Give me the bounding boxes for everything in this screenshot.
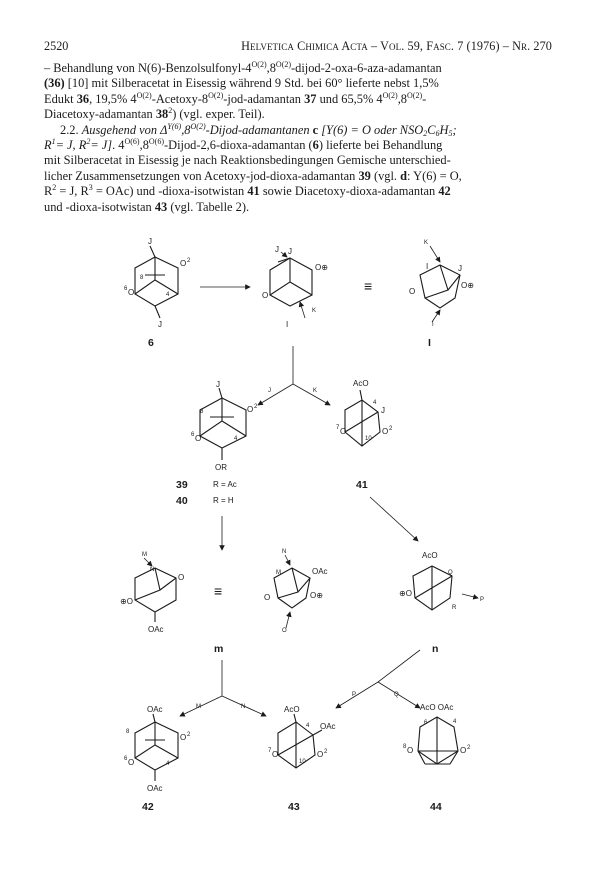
atom-label: OAc bbox=[147, 784, 163, 793]
compound-ref: 42 bbox=[438, 184, 451, 199]
path-label: M bbox=[196, 704, 201, 710]
atom-label: ⊕O bbox=[120, 597, 133, 606]
compound-ref: 43 bbox=[154, 199, 168, 214]
atom-label: OAc bbox=[320, 722, 336, 731]
atom-locant: 7 bbox=[336, 425, 340, 431]
atom-label: OAc bbox=[312, 567, 328, 576]
text-run: (vgl. Tabelle 2). bbox=[167, 199, 250, 214]
atom-locant: 4 bbox=[166, 292, 170, 298]
text-run: = J, R bbox=[55, 137, 87, 152]
atom-label: AcO bbox=[284, 705, 300, 714]
superscript: O(6) bbox=[124, 136, 140, 146]
text-run: Edukt bbox=[44, 91, 77, 106]
atom-locant: 8 bbox=[403, 744, 407, 750]
atom-locant: 2 bbox=[187, 258, 191, 264]
atom-label: O bbox=[272, 750, 279, 759]
text-run: R bbox=[44, 137, 52, 152]
atom-label: J bbox=[158, 320, 162, 329]
text-run: licher Zusammensetzungen von Acetoxy-jod-dioxa-adamantan bbox=[44, 168, 359, 183]
text-run: -Acetoxy-8 bbox=[151, 91, 209, 106]
path-label: M bbox=[142, 552, 147, 558]
atom-locant: 2 bbox=[324, 749, 328, 755]
atom-locant: 10 bbox=[299, 759, 306, 765]
reaction-arrow bbox=[370, 497, 418, 541]
text-run: . 4 bbox=[112, 137, 125, 152]
superscript: O(2) bbox=[407, 90, 423, 100]
atom-label: O bbox=[128, 288, 135, 297]
atom-label: ⊕O bbox=[399, 589, 412, 598]
text-run: (vgl. bbox=[370, 168, 401, 183]
atom-label: O⊕ bbox=[310, 591, 323, 600]
atom-label: Q bbox=[448, 570, 453, 576]
atom-locant: 8 bbox=[200, 409, 204, 415]
atom-label: J bbox=[381, 406, 385, 415]
compound-ref: 37 bbox=[304, 91, 317, 106]
path-label: K bbox=[424, 240, 429, 246]
atom-label: O⊕ bbox=[315, 263, 328, 272]
branch-P-Q bbox=[336, 650, 420, 708]
atom-label: R bbox=[452, 605, 457, 611]
atom-locant: 6 bbox=[424, 720, 428, 726]
atom-locant: 4 bbox=[166, 761, 170, 767]
superscript: O(2) bbox=[382, 90, 398, 100]
atom-locant: 6 bbox=[191, 432, 195, 438]
compound-number: 44 bbox=[430, 801, 442, 813]
atom-label: AcO bbox=[422, 551, 438, 560]
path-label: N bbox=[150, 567, 155, 573]
atom-label: J bbox=[216, 380, 220, 389]
text-run: : Y(6) = O, bbox=[407, 168, 462, 183]
section-title: ,8 bbox=[181, 122, 191, 137]
structure-43 bbox=[268, 705, 336, 813]
atom-locant: 4 bbox=[306, 723, 310, 729]
path-label: P bbox=[480, 597, 485, 603]
atom-locant: 2 bbox=[187, 732, 191, 738]
text-run: und 65,5% 4 bbox=[316, 91, 383, 106]
atom-label: K bbox=[312, 308, 317, 314]
text-run: ) (vgl. exper. Teil). bbox=[172, 107, 265, 122]
text-run: [10] mit Silberacetat in Eisessig während 9 Std. bei 60° lieferte nebst 1,5% bbox=[64, 76, 439, 91]
page-number: 2520 bbox=[44, 39, 69, 53]
atom-locant: 8 bbox=[140, 275, 144, 281]
structure-intermediate bbox=[262, 245, 328, 329]
subscript: 5 bbox=[448, 128, 453, 138]
superscript: 1 bbox=[51, 136, 56, 146]
path-label: P bbox=[352, 692, 357, 698]
compound-number: 41 bbox=[356, 479, 368, 491]
superscript: O(2) bbox=[208, 90, 224, 100]
atom-locant: 6 bbox=[124, 756, 128, 762]
atom-label: O bbox=[340, 427, 347, 436]
text-run: -dijod-2-oxa-6-aza-adamantan bbox=[291, 61, 442, 75]
text-run: = J] bbox=[90, 137, 113, 152]
structure-6 bbox=[124, 237, 191, 349]
atom-label: O bbox=[317, 750, 324, 759]
compound-ref: c bbox=[312, 122, 319, 137]
atom-locant: 6 bbox=[124, 286, 128, 292]
text-run: C bbox=[427, 122, 436, 137]
atom-label: O bbox=[282, 628, 287, 634]
atom-label: O bbox=[195, 434, 202, 443]
superscript: 2 bbox=[52, 183, 57, 193]
atom-label: I bbox=[432, 322, 434, 328]
atom-label: O bbox=[264, 593, 271, 602]
compound-number: 39 bbox=[176, 479, 188, 491]
path-label: J bbox=[275, 245, 279, 254]
section-title: -Dijod-adamantanen bbox=[205, 122, 313, 137]
path-label: M bbox=[276, 570, 281, 576]
path-label: N bbox=[282, 549, 287, 555]
text-run: ,8 bbox=[397, 91, 407, 106]
superscript: 2 bbox=[86, 136, 91, 146]
atom-label: J bbox=[458, 264, 462, 273]
text-run: , 19,5% 4 bbox=[89, 91, 137, 106]
superscript: O(2) bbox=[136, 90, 152, 100]
subscript: 2 bbox=[423, 128, 428, 138]
branch-J-K bbox=[258, 346, 330, 405]
section-title: Ausgehend von Δ bbox=[81, 122, 168, 137]
structure-n bbox=[399, 551, 484, 655]
superscript: O(2) bbox=[190, 121, 206, 131]
text-run: = J, R bbox=[56, 184, 89, 199]
atom-locant: 10 bbox=[365, 436, 372, 442]
superscript: Y(6) bbox=[167, 121, 182, 131]
structure-41 bbox=[336, 379, 393, 491]
path-label: Q bbox=[394, 692, 399, 698]
compound-number: 42 bbox=[142, 801, 154, 813]
compound-number: I bbox=[428, 337, 431, 349]
atom-locant: 7 bbox=[268, 748, 272, 754]
text-run: ) lieferte bei Behandlung bbox=[318, 137, 443, 152]
superscript: O(2) bbox=[251, 60, 267, 69]
structure-39-40 bbox=[176, 380, 258, 507]
atom-locant: 4 bbox=[373, 400, 377, 406]
running-head: Helvetica Chimica Acta – Vol. 59, Fasc. 7 (1976) – Nr. 270 bbox=[241, 39, 552, 53]
atom-label: O bbox=[262, 291, 269, 300]
atom-label: OAc bbox=[148, 625, 164, 634]
atom-locant: 8 bbox=[126, 729, 130, 735]
atom-label: O bbox=[128, 758, 135, 767]
atom-label: OAc bbox=[147, 705, 163, 714]
text-run: – Behandlung von N(6)-Benzolsulfonyl-4 bbox=[44, 61, 252, 75]
compound-number: 6 bbox=[148, 337, 154, 349]
atom-locant: 2 bbox=[467, 745, 471, 751]
footnote-ref: 2 bbox=[168, 106, 173, 116]
atom-locant: 4 bbox=[234, 436, 238, 442]
compound-ref: 6 bbox=[312, 137, 319, 152]
atom-label: O bbox=[180, 733, 187, 742]
atom-label: AcO bbox=[353, 379, 369, 388]
compound-number: 43 bbox=[288, 801, 300, 813]
atom-label: O bbox=[409, 287, 416, 296]
superscript: 3 bbox=[88, 183, 93, 193]
text-run: sowie Diacetoxy-dioxa-adamantan bbox=[259, 184, 439, 199]
section-number: 2.2. bbox=[60, 122, 82, 137]
substituent-def: R = Ac bbox=[213, 480, 237, 489]
text-run: Diacetoxy-adamantan bbox=[44, 107, 156, 122]
text-run: = OAc) und -dioxa-isotwistan bbox=[92, 184, 248, 199]
compound-ref: 38 bbox=[155, 107, 169, 122]
atom-label: O bbox=[460, 746, 467, 755]
atom-locant: 4 bbox=[453, 719, 457, 725]
compound-ref: d bbox=[400, 168, 408, 183]
path-label: J bbox=[268, 388, 271, 394]
text-run: ,8 bbox=[139, 137, 149, 152]
path-label: I bbox=[426, 262, 429, 271]
structure-44 bbox=[403, 703, 471, 813]
text-run: ,8 bbox=[266, 61, 276, 75]
atom-label: O bbox=[382, 427, 389, 436]
text-run: -Dijod-2,6-dioxa-adamantan ( bbox=[164, 137, 313, 152]
compound-ref: 36 bbox=[76, 91, 90, 106]
atom-label: O bbox=[407, 746, 414, 755]
text-run: H bbox=[439, 122, 449, 137]
superscript: O(6) bbox=[148, 136, 164, 146]
text-run: mit Silberacetat in Eisessig je nach Reaktionsbedingungen Gemische unterschied- bbox=[44, 153, 451, 168]
branch-M-N bbox=[180, 660, 266, 716]
text-run: ; bbox=[452, 122, 457, 137]
atom-label: J bbox=[148, 237, 152, 246]
path-label: N bbox=[241, 704, 246, 710]
structure-I bbox=[409, 240, 474, 349]
atom-label: I bbox=[286, 320, 289, 329]
atom-label: O bbox=[180, 259, 187, 268]
text-run: und -dioxa-isotwistan bbox=[44, 199, 155, 214]
superscript: O(2) bbox=[275, 60, 292, 69]
subscript: 6 bbox=[435, 128, 440, 138]
substituent-def: R = H bbox=[213, 496, 234, 505]
atom-label: O⊕ bbox=[461, 281, 474, 290]
text-run: - bbox=[422, 91, 427, 106]
compound-label: n bbox=[432, 643, 439, 655]
atom-label: AcO OAc bbox=[420, 703, 454, 712]
compound-label: m bbox=[214, 643, 224, 655]
text-run: R bbox=[44, 184, 53, 199]
compound-ref: 41 bbox=[247, 184, 260, 199]
compound-ref: 39 bbox=[358, 168, 371, 183]
atom-label: J bbox=[288, 247, 292, 256]
structure-m bbox=[214, 549, 328, 655]
atom-label: O bbox=[247, 405, 254, 414]
path-label: K bbox=[313, 388, 318, 394]
structure-42 bbox=[124, 705, 191, 813]
atom-locant: 2 bbox=[254, 404, 258, 410]
atom-label: OR bbox=[215, 463, 227, 472]
compound-number: 40 bbox=[176, 495, 188, 507]
equivalence-sign: ≡ bbox=[214, 583, 223, 599]
equivalence-sign: ≡ bbox=[364, 278, 373, 294]
structure-m-left bbox=[120, 552, 184, 634]
atom-label: O bbox=[178, 573, 185, 582]
atom-locant: 2 bbox=[389, 426, 393, 432]
text-run: [Y(6) = O oder NSO bbox=[318, 122, 424, 137]
compound-ref: (36) bbox=[44, 76, 65, 91]
text-run: -jod-adamantan bbox=[223, 91, 305, 106]
